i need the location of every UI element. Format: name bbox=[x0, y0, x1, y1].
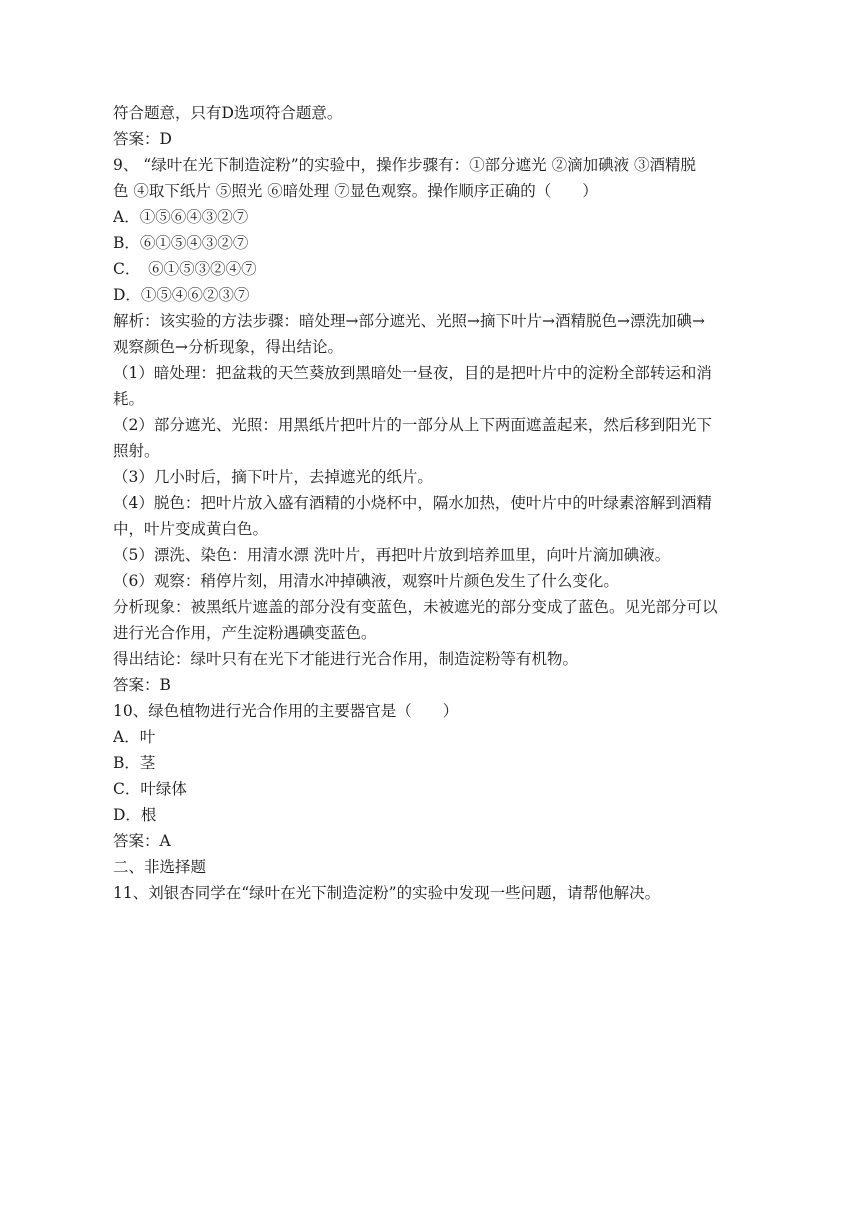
question-9-stem: 9、 “绿叶在光下制造淀粉”的实验中，操作步骤有：①部分遮光 ②滴加碘液 ③酒精脱 bbox=[113, 156, 696, 174]
section-heading: 二、非选择题 bbox=[113, 858, 207, 876]
step-4: （4）脱色：把叶片放入盛有酒精的小烧杯中，隔水加热，使叶片中的叶绿素溶解到酒精 bbox=[113, 494, 712, 512]
option-b: B．茎 bbox=[113, 754, 156, 772]
conclusion-line: 得出结论：绿叶只有在光下才能进行光合作用，制造淀粉等有机物。 bbox=[113, 650, 579, 668]
question-11-stem: 11、刘银杏同学在“绿叶在光下制造淀粉”的实验中发现一些问题，请帮他解决。 bbox=[113, 884, 661, 902]
option-d: D．根 bbox=[113, 806, 157, 824]
step-4-cont: 中，叶片变成黄白色。 bbox=[113, 520, 269, 538]
step-5: （5）漂洗、染色：用清水漂 洗叶片，再把叶片放到培养皿里，向叶片滴加碘液。 bbox=[113, 546, 671, 564]
answer-line: 答案：A bbox=[113, 832, 171, 850]
step-2: （2）部分遮光、光照：用黑纸片把叶片的一部分从上下两面遮盖起来，然后移到阳光下 bbox=[113, 416, 712, 434]
step-3: （3）几小时后，摘下叶片，去掉遮光的纸片。 bbox=[113, 468, 433, 486]
document-body bbox=[113, 100, 753, 906]
phenomenon-line-cont: 进行光合作用，产生淀粉遇碘变蓝色。 bbox=[113, 624, 377, 642]
step-6: （6）观察：稍停片刻，用清水冲掉碘液，观察叶片颜色发生了什么变化。 bbox=[113, 572, 619, 590]
answer-line: 答案：B bbox=[113, 676, 171, 694]
analysis-line: 解析：该实验的方法步骤：暗处理→部分遮光、光照→摘下叶片→酒精脱色→漂洗加碘→ bbox=[113, 312, 705, 330]
question-9-stem-cont: 色 ④取下纸片 ⑤照光 ⑥暗处理 ⑦显色观察。操作顺序正确的（ ） bbox=[113, 182, 598, 200]
step-1-cont: 耗。 bbox=[113, 390, 145, 408]
option-c: C．叶绿体 bbox=[113, 780, 187, 798]
option-a: A．叶 bbox=[113, 728, 156, 746]
text-line: 符合题意，只有D选项符合题意。 bbox=[113, 104, 343, 122]
phenomenon-line: 分析现象：被黑纸片遮盖的部分没有变蓝色，未被遮光的部分变成了蓝色。见光部分可以 bbox=[113, 598, 718, 616]
option-b: B．⑥①⑤④③②⑦ bbox=[113, 234, 249, 252]
option-a: A．①⑤⑥④③②⑦ bbox=[113, 208, 249, 226]
question-10-stem: 10、绿色植物进行光合作用的主要器官是（ ） bbox=[113, 702, 459, 720]
analysis-line: 观察颜色→分析现象，得出结论。 bbox=[113, 338, 343, 356]
answer-line: 答案：D bbox=[113, 130, 172, 148]
option-c: C． ⑥①⑤③②④⑦ bbox=[113, 260, 257, 278]
step-1: （1）暗处理：把盆栽的天竺葵放到黑暗处一昼夜，目的是把叶片中的淀粉全部转运和消 bbox=[113, 364, 712, 382]
option-d: D．①⑤④⑥②③⑦ bbox=[113, 286, 250, 304]
step-2-cont: 照射。 bbox=[113, 442, 160, 460]
